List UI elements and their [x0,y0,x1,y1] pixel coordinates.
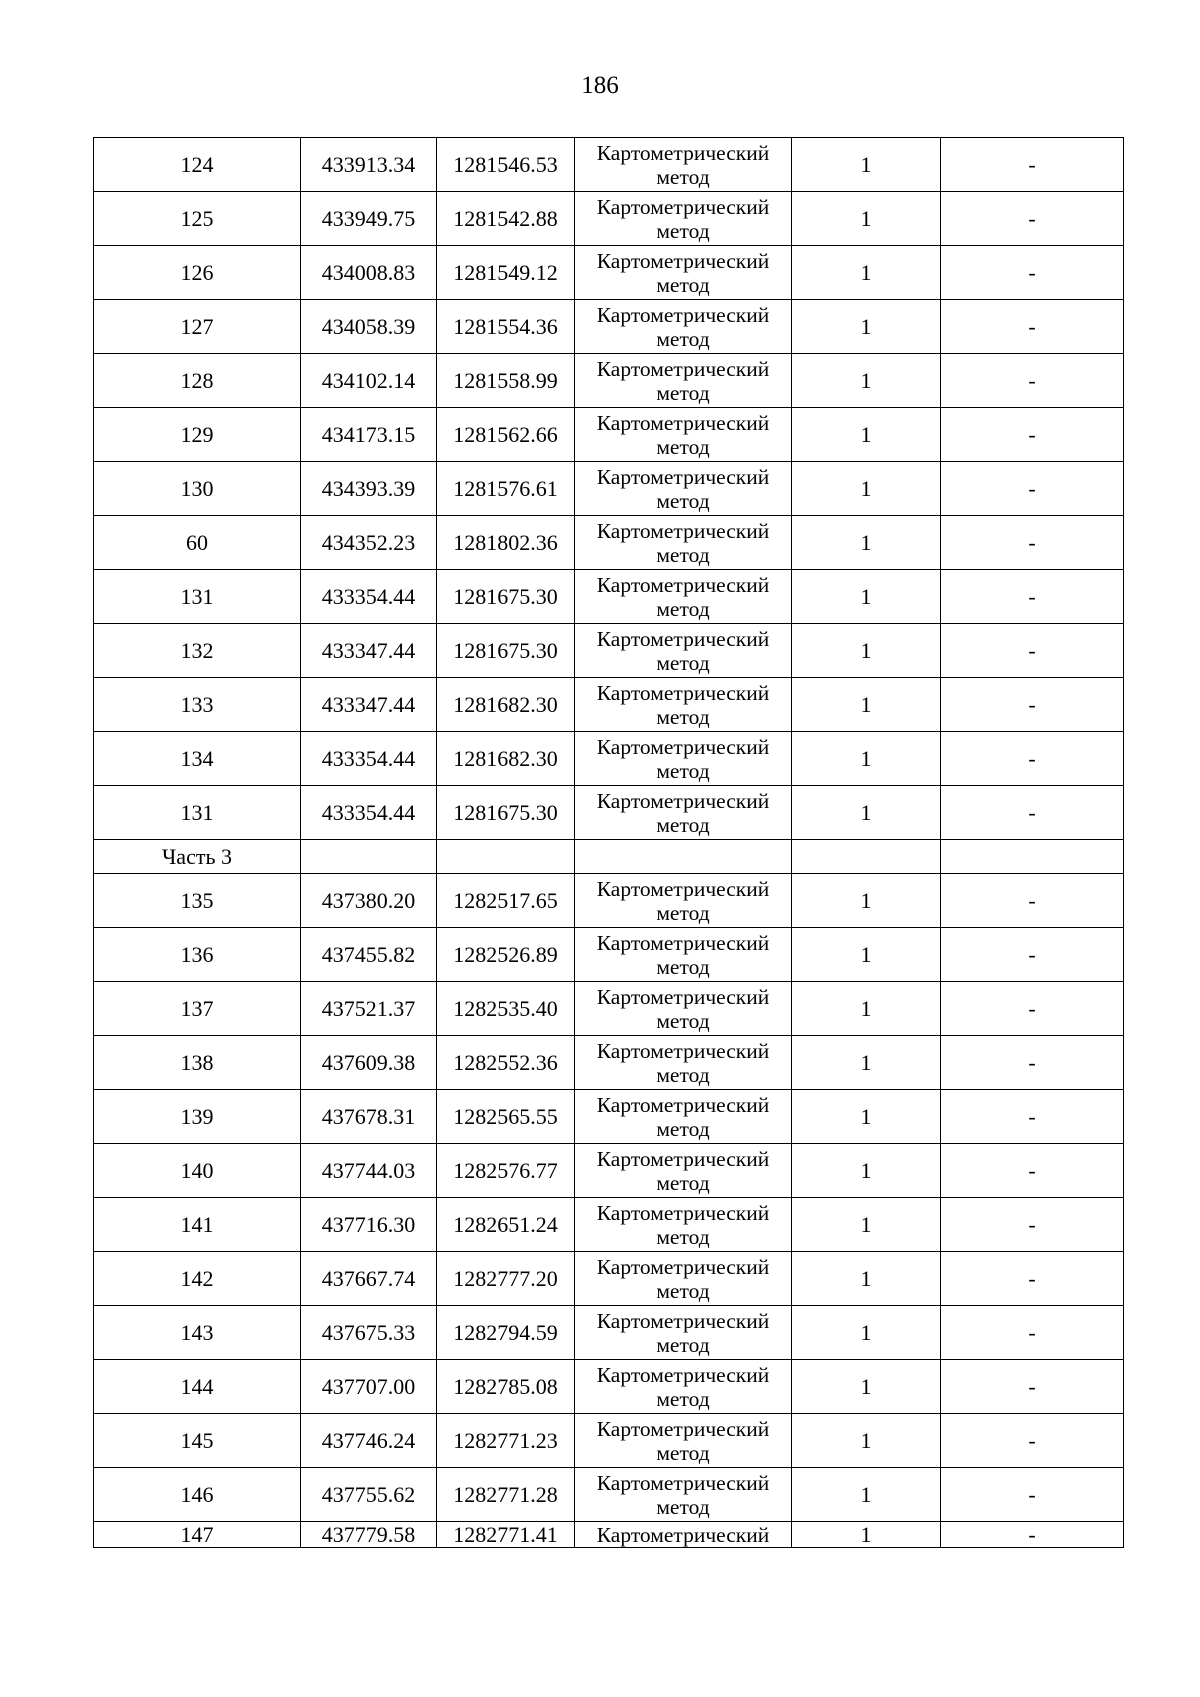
description: - [941,192,1124,246]
method-line-2: метод [656,650,710,675]
coordinate-x: 434173.15 [301,408,437,462]
coordinate-y: 1281549.12 [437,246,575,300]
accuracy: 1 [792,462,941,516]
method-line-1: Картометрический [596,1092,770,1117]
method-line-2: метод [656,1494,710,1519]
coordinates-table [93,137,1124,1548]
coordinate-x: 433354.44 [301,786,437,840]
point-number: 147 [94,1522,301,1548]
method-line-2: метод [656,218,710,243]
empty-cell [575,840,792,874]
coordinate-x: 433354.44 [301,732,437,786]
empty-cell [941,840,1124,874]
accuracy: 1 [792,354,941,408]
accuracy: 1 [792,300,941,354]
coordinate-x: 437455.82 [301,928,437,982]
method-line-1: Картометрический [596,1308,770,1333]
description: - [941,928,1124,982]
method-cell [575,1036,792,1090]
method-line-2: метод [656,326,710,351]
point-number: 142 [94,1252,301,1306]
method-line-2: метод [656,1332,710,1357]
method-line-1: Картометрический [596,1038,770,1063]
table-row [94,246,1124,300]
coordinate-x: 433913.34 [301,138,437,192]
point-number: 143 [94,1306,301,1360]
description: - [941,246,1124,300]
coordinate-x: 437707.00 [301,1360,437,1414]
method-line-1: Картометрический [596,1362,770,1387]
method-line-1: Картометрический [596,626,770,651]
point-number: 128 [94,354,301,408]
method-line-2: метод [656,812,710,837]
coordinate-x: 434393.39 [301,462,437,516]
method-cell [575,928,792,982]
table-row [94,192,1124,246]
method-line-2: метод [656,1386,710,1411]
point-number: 145 [94,1414,301,1468]
coordinate-y: 1281682.30 [437,732,575,786]
table-row [94,1036,1124,1090]
description: - [941,300,1124,354]
method-cell [575,300,792,354]
table-row [94,678,1124,732]
method-cell [575,678,792,732]
description: - [941,1522,1124,1548]
point-number: 133 [94,678,301,732]
coordinate-y: 1282576.77 [437,1144,575,1198]
coordinate-x: 434058.39 [301,300,437,354]
method-cell [575,1144,792,1198]
table-row [94,1144,1124,1198]
method-line-2: метод [656,1170,710,1195]
coordinate-x: 437667.74 [301,1252,437,1306]
method-line-1: Картометрический [596,410,770,435]
empty-cell [437,840,575,874]
method-cell [575,874,792,928]
description: - [941,138,1124,192]
table-row [94,300,1124,354]
empty-cell [792,840,941,874]
accuracy: 1 [792,1252,941,1306]
coordinate-x: 433347.44 [301,678,437,732]
description: - [941,1198,1124,1252]
accuracy: 1 [792,192,941,246]
method-line-1: Картометрический [596,1416,770,1441]
point-number: 127 [94,300,301,354]
table-row [94,1198,1124,1252]
coordinate-y: 1281802.36 [437,516,575,570]
accuracy: 1 [792,1090,941,1144]
coordinate-y: 1281562.66 [437,408,575,462]
method-line-2: метод [656,954,710,979]
method-line-1: Картометрический [596,680,770,705]
point-number: 136 [94,928,301,982]
method-cell [575,1090,792,1144]
coordinate-y: 1282785.08 [437,1360,575,1414]
description: - [941,874,1124,928]
method-line-1: Картометрический [596,194,770,219]
method-line-2: метод [656,488,710,513]
accuracy: 1 [792,138,941,192]
description: - [941,732,1124,786]
accuracy: 1 [792,1468,941,1522]
page-number: 186 [581,72,619,99]
part-label: Часть 3 [94,840,301,874]
method-line-1: Картометрический [596,734,770,759]
method-line-2: метод [656,1116,710,1141]
table-row [94,874,1124,928]
method-line-1: Картометрический [596,1146,770,1171]
coordinate-y: 1282526.89 [437,928,575,982]
description: - [941,678,1124,732]
accuracy: 1 [792,928,941,982]
table-row [94,1360,1124,1414]
description: - [941,1306,1124,1360]
table-row [94,462,1124,516]
method-line-1: Картометрический [596,788,770,813]
coordinate-x: 433949.75 [301,192,437,246]
method-cell [575,354,792,408]
coordinate-x: 437609.38 [301,1036,437,1090]
coordinate-y: 1282535.40 [437,982,575,1036]
coordinate-y: 1282552.36 [437,1036,575,1090]
coordinate-y: 1282517.65 [437,874,575,928]
method-line-1: Картометрический [596,876,770,901]
coordinate-y: 1281558.99 [437,354,575,408]
coordinate-y: 1281554.36 [437,300,575,354]
point-number: 60 [94,516,301,570]
coordinate-y: 1282565.55 [437,1090,575,1144]
table-row [94,786,1124,840]
coordinate-x: 437746.24 [301,1414,437,1468]
accuracy: 1 [792,982,941,1036]
coordinate-y: 1282771.23 [437,1414,575,1468]
accuracy: 1 [792,1522,941,1548]
table-row [94,1468,1124,1522]
table-row [94,1306,1124,1360]
point-number: 141 [94,1198,301,1252]
description: - [941,354,1124,408]
coordinate-x: 434008.83 [301,246,437,300]
coordinate-x: 433347.44 [301,624,437,678]
accuracy: 1 [792,1036,941,1090]
table-row [94,1090,1124,1144]
accuracy: 1 [792,1144,941,1198]
description: - [941,408,1124,462]
point-number: 124 [94,138,301,192]
description: - [941,1468,1124,1522]
accuracy: 1 [792,732,941,786]
point-number: 126 [94,246,301,300]
method-line-2: метод [656,164,710,189]
coordinate-y: 1282777.20 [437,1252,575,1306]
method-line-1: Картометрический [596,984,770,1009]
method-line-1: Картометрический [596,356,770,381]
accuracy: 1 [792,570,941,624]
coordinate-y: 1282771.41 [437,1522,575,1548]
table-row [94,732,1124,786]
point-number: 131 [94,786,301,840]
accuracy: 1 [792,516,941,570]
table-row [94,354,1124,408]
table-row [94,1414,1124,1468]
method-line-2: метод [656,380,710,405]
description: - [941,462,1124,516]
method-line-2: метод [656,900,710,925]
accuracy: 1 [792,874,941,928]
description: - [941,624,1124,678]
accuracy: 1 [792,624,941,678]
table-row [94,982,1124,1036]
method-cell [575,624,792,678]
coordinates-table-body [94,138,1124,1548]
accuracy: 1 [792,246,941,300]
table-row [94,928,1124,982]
description: - [941,1414,1124,1468]
method-cell [575,982,792,1036]
coordinate-x: 437755.62 [301,1468,437,1522]
coordinate-x: 437779.58 [301,1522,437,1548]
coordinate-x: 437521.37 [301,982,437,1036]
coordinate-y: 1281542.88 [437,192,575,246]
method-line-2: метод [656,272,710,297]
table-row [94,1252,1124,1306]
point-number: 125 [94,192,301,246]
point-number: 138 [94,1036,301,1090]
table-row [94,408,1124,462]
method-line-1: Картометрический [596,1254,770,1279]
point-number: 134 [94,732,301,786]
method-cell [575,462,792,516]
coordinate-x: 434352.23 [301,516,437,570]
coordinate-y: 1282651.24 [437,1198,575,1252]
method-line-1: Картометрический [596,302,770,327]
method-cell [575,408,792,462]
accuracy: 1 [792,1306,941,1360]
description: - [941,1360,1124,1414]
method-cell [575,1468,792,1522]
point-number: 135 [94,874,301,928]
method-line-1: Картометрический [596,140,770,165]
point-number: 129 [94,408,301,462]
coordinate-y: 1282794.59 [437,1306,575,1360]
method-line-2: метод [656,434,710,459]
coordinate-x: 434102.14 [301,354,437,408]
method-line-1: Картометрический [596,464,770,489]
coordinate-x: 433354.44 [301,570,437,624]
point-number: 131 [94,570,301,624]
method-line-2: метод [656,1224,710,1249]
accuracy: 1 [792,408,941,462]
table-row [94,570,1124,624]
point-number: 130 [94,462,301,516]
description: - [941,570,1124,624]
table-row [94,138,1124,192]
method-line-2: метод [656,1278,710,1303]
method-cell [575,1414,792,1468]
part-header-row [94,840,1124,874]
method-cell [575,1522,792,1548]
coordinate-y: 1281546.53 [437,138,575,192]
method-cell [575,786,792,840]
coordinate-x: 437716.30 [301,1198,437,1252]
description: - [941,1090,1124,1144]
point-number: 137 [94,982,301,1036]
method-line-2: метод [656,1440,710,1465]
method-line-2: метод [656,542,710,567]
coordinate-y: 1282771.28 [437,1468,575,1522]
coordinate-y: 1281682.30 [437,678,575,732]
description: - [941,1144,1124,1198]
method-line-1: Картометрический [596,518,770,543]
point-number: 144 [94,1360,301,1414]
description: - [941,982,1124,1036]
method-line-1: Картометрический [596,1200,770,1225]
table-row [94,516,1124,570]
method-cell [575,138,792,192]
coordinate-x: 437675.33 [301,1306,437,1360]
method-cell [575,732,792,786]
coordinate-y: 1281675.30 [437,570,575,624]
method-line-1: Картометрический [596,248,770,273]
description: - [941,516,1124,570]
coordinate-x: 437678.31 [301,1090,437,1144]
method-line-1: Картометрический [596,1522,770,1547]
coordinate-x: 437380.20 [301,874,437,928]
empty-cell [301,840,437,874]
point-number: 139 [94,1090,301,1144]
point-number: 146 [94,1468,301,1522]
accuracy: 1 [792,1414,941,1468]
point-number: 140 [94,1144,301,1198]
accuracy: 1 [792,1360,941,1414]
table-row [94,624,1124,678]
accuracy: 1 [792,786,941,840]
coordinate-y: 1281675.30 [437,624,575,678]
method-line-1: Картометрический [596,572,770,597]
method-cell [575,1252,792,1306]
table-row [94,1522,1124,1548]
method-line-1: Картометрический [596,1470,770,1495]
method-cell [575,1198,792,1252]
method-cell [575,516,792,570]
method-line-2: метод [656,1008,710,1033]
method-cell [575,1306,792,1360]
method-line-2: метод [656,1062,710,1087]
accuracy: 1 [792,678,941,732]
method-line-2: метод [656,596,710,621]
description: - [941,786,1124,840]
description: - [941,1036,1124,1090]
description: - [941,1252,1124,1306]
method-line-1: Картометрический [596,930,770,955]
method-cell [575,1360,792,1414]
coordinate-y: 1281675.30 [437,786,575,840]
method-line-2: метод [656,758,710,783]
method-cell [575,192,792,246]
accuracy: 1 [792,1198,941,1252]
point-number: 132 [94,624,301,678]
coordinate-y: 1281576.61 [437,462,575,516]
method-cell [575,246,792,300]
method-cell [575,570,792,624]
coordinate-x: 437744.03 [301,1144,437,1198]
method-line-2: метод [656,704,710,729]
